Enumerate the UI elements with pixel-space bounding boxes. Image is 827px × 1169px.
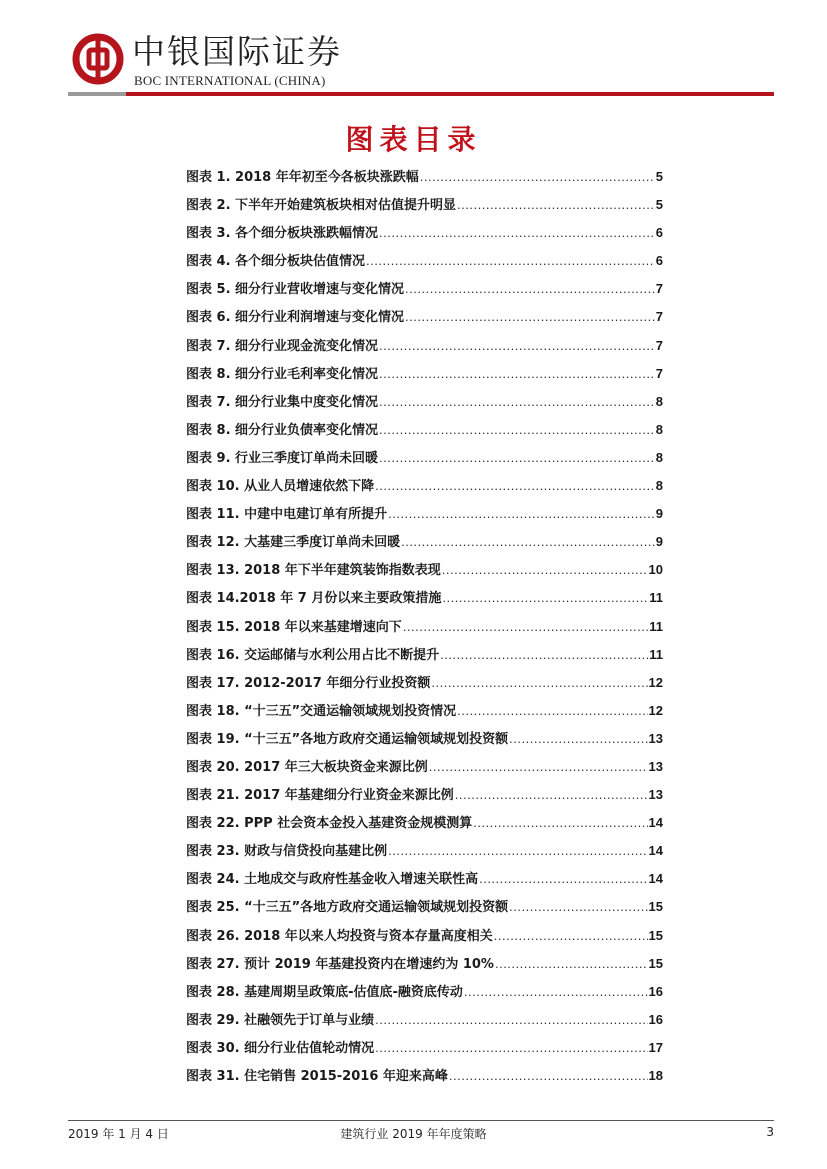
table-of-figures	[186, 166, 663, 1093]
toc-dot-leader	[429, 759, 648, 774]
toc-entry-label[interactable]: 图表 22. PPP 社会资本金投入基建资金规模测算	[186, 816, 473, 832]
toc-entry-page[interactable]: 6	[655, 225, 663, 241]
toc-entry-label[interactable]: 图表 13. 2018 年下半年建筑装饰指数表现	[186, 563, 441, 579]
toc-entry-page[interactable]: 8	[655, 393, 663, 409]
toc-entry-page[interactable]: 13	[648, 758, 663, 774]
toc-entry-page[interactable]: 5	[655, 197, 663, 213]
toc-entry[interactable]	[186, 784, 663, 812]
header-rule-red	[126, 92, 774, 96]
toc-entry-page[interactable]: 14	[648, 871, 663, 887]
toc-entry-page[interactable]: 8	[655, 421, 663, 437]
toc-entry-label[interactable]: 图表 30. 细分行业估值轮动情况	[186, 1040, 375, 1056]
toc-dot-leader	[479, 871, 647, 886]
toc-dot-leader	[379, 338, 655, 353]
toc-entry-page[interactable]: 13	[648, 730, 663, 746]
toc-entry[interactable]	[186, 391, 663, 419]
toc-entry[interactable]	[186, 503, 663, 531]
toc-entry[interactable]	[186, 587, 663, 615]
toc-entry-page[interactable]: 8	[655, 449, 663, 465]
toc-entry-label[interactable]: 图表 11. 中建中电建订单有所提升	[186, 507, 388, 523]
toc-entry-page[interactable]: 7	[655, 365, 663, 381]
toc-entry-label[interactable]: 图表 1. 2018 年年初至今各板块涨跌幅	[186, 170, 419, 185]
toc-entry[interactable]	[186, 1065, 663, 1093]
toc-entry[interactable]	[186, 672, 663, 700]
toc-dot-leader	[455, 787, 648, 802]
toc-entry-page[interactable]: 16	[648, 983, 663, 999]
toc-dot-leader	[379, 225, 655, 240]
toc-entry-page[interactable]: 9	[655, 534, 663, 550]
toc-dot-leader	[379, 422, 655, 437]
toc-dot-leader	[375, 1040, 647, 1055]
toc-dot-leader	[494, 928, 648, 943]
brand-name-cn: 中银国际证券	[132, 32, 342, 71]
toc-entry[interactable]	[186, 531, 663, 559]
toc-entry-page[interactable]: 8	[655, 478, 663, 494]
toc-entry-page[interactable]: 18	[648, 1068, 663, 1083]
toc-entry-page[interactable]: 11	[649, 590, 663, 606]
toc-dot-leader	[440, 647, 648, 662]
toc-dot-leader	[420, 169, 655, 184]
toc-dot-leader	[405, 309, 655, 324]
toc-dot-leader	[405, 281, 655, 296]
toc-entry[interactable]	[186, 840, 663, 868]
toc-entry-label[interactable]: 图表 18. “十三五”交通运输领域规划投资情况	[186, 703, 457, 719]
toc-dot-leader	[457, 197, 655, 212]
toc-entry-label[interactable]: 图表 12. 大基建三季度订单尚未回暖	[186, 535, 401, 551]
toc-entry-label[interactable]: 图表 31. 住宅销售 2015-2016 年迎来高峰	[186, 1069, 448, 1084]
toc-entry-label[interactable]: 图表 2. 下半年开始建筑板块相对估值提升明显	[186, 198, 457, 214]
toc-entry-label[interactable]: 图表 15. 2018 年以来基建增速向下	[186, 619, 402, 635]
toc-entry-page[interactable]: 11	[649, 646, 663, 662]
toc-entry-label[interactable]: 图表 29. 社融领先于订单与业绩	[186, 1012, 375, 1028]
toc-dot-leader	[449, 1068, 648, 1083]
toc-entry-page[interactable]: 9	[655, 506, 663, 522]
toc-entry-page[interactable]: 5	[655, 169, 663, 184]
toc-entry-page[interactable]: 15	[648, 955, 663, 971]
toc-entry-label[interactable]: 图表 25. “十三五”各地方政府交通运输领域规划投资额	[186, 900, 509, 916]
toc-entry-label[interactable]: 图表 17. 2012-2017 年细分行业投资额	[186, 675, 431, 691]
boc-logo-icon	[72, 33, 124, 85]
footer-rule	[68, 1120, 774, 1121]
page-header	[0, 0, 827, 100]
toc-entry-page[interactable]: 10	[648, 562, 663, 578]
toc-entry-page[interactable]: 6	[655, 253, 663, 269]
toc-entry-label[interactable]: 图表 23. 财政与信贷投向基建比例	[186, 844, 388, 860]
footer-report-title: 建筑行业 2019 年年度策略	[340, 1127, 487, 1141]
toc-entry[interactable]	[186, 756, 663, 784]
toc-entry[interactable]	[186, 194, 663, 222]
toc-entry[interactable]	[186, 306, 663, 334]
toc-dot-leader	[375, 478, 655, 493]
toc-dot-leader	[379, 394, 655, 409]
toc-dot-leader	[388, 506, 655, 521]
toc-dot-leader	[366, 253, 655, 268]
toc-entry-label[interactable]: 图表 10. 从业人员增速依然下降	[186, 479, 375, 495]
toc-entry-label[interactable]: 图表 14.2018 年 7 月份以来主要政策措施	[186, 591, 442, 607]
brand-name-en: BOC INTERNATIONAL (CHINA)	[134, 73, 326, 88]
toc-entry-label[interactable]: 图表 24. 土地成交与政府性基金收入增速关联性高	[186, 872, 479, 888]
toc-entry-label[interactable]: 图表 28. 基建周期呈政策底-估值底-融资底传动	[186, 984, 463, 1000]
page-title: 图表目录	[345, 123, 482, 156]
toc-entry-label[interactable]: 图表 27. 预计 2019 年基建投资内在增速约为 10%	[186, 956, 494, 972]
toc-dot-leader	[403, 619, 648, 634]
toc-dot-leader	[457, 703, 647, 718]
toc-dot-leader	[509, 731, 647, 746]
toc-entry[interactable]	[186, 925, 663, 953]
toc-entry-label[interactable]: 图表 7. 细分行业集中度变化情况	[186, 394, 379, 410]
toc-entry-label[interactable]: 图表 20. 2017 年三大板块资金来源比例	[186, 759, 428, 775]
toc-entry-label[interactable]: 图表 26. 2018 年以来人均投资与资本存量高度相关	[186, 928, 493, 944]
toc-entry[interactable]	[186, 700, 663, 728]
toc-entry-label[interactable]: 图表 8. 细分行业毛利率变化情况	[186, 366, 379, 382]
toc-entry[interactable]	[186, 616, 663, 644]
toc-entry[interactable]	[186, 728, 663, 756]
toc-entry-label[interactable]: 图表 6. 细分行业利润增速与变化情况	[186, 310, 405, 326]
toc-dot-leader	[495, 956, 648, 971]
toc-entry[interactable]	[186, 475, 663, 503]
toc-entry[interactable]	[186, 1037, 663, 1065]
toc-dot-leader	[379, 450, 655, 465]
toc-entry-page[interactable]: 15	[648, 927, 663, 943]
toc-dot-leader	[379, 366, 655, 381]
toc-entry[interactable]	[186, 250, 663, 278]
toc-entry[interactable]	[186, 868, 663, 896]
toc-entry-label[interactable]: 图表 7. 细分行业现金流变化情况	[186, 338, 379, 354]
toc-dot-leader	[388, 843, 647, 858]
toc-entry-page[interactable]: 11	[649, 618, 663, 634]
toc-entry[interactable]	[186, 419, 663, 447]
toc-entry[interactable]	[186, 447, 663, 475]
toc-entry-page[interactable]: 12	[648, 674, 663, 690]
toc-entry-page[interactable]: 7	[655, 281, 663, 297]
toc-entry[interactable]	[186, 953, 663, 981]
toc-dot-leader	[473, 815, 647, 830]
toc-entry-page[interactable]: 15	[648, 899, 663, 915]
footer-date: 2019 年 1 月 4 日	[68, 1127, 169, 1141]
toc-entry-page[interactable]: 12	[648, 702, 663, 718]
toc-entry[interactable]	[186, 644, 663, 672]
toc-dot-leader	[442, 562, 648, 577]
toc-dot-leader	[464, 984, 648, 999]
header-rule-gray	[68, 92, 126, 96]
toc-entry[interactable]	[186, 812, 663, 840]
toc-entry[interactable]	[186, 896, 663, 924]
toc-dot-leader	[509, 899, 647, 914]
toc-entry-label[interactable]: 图表 19. “十三五”各地方政府交通运输领域规划投资额	[186, 731, 509, 747]
toc-entry-label[interactable]: 图表 21. 2017 年基建细分行业资金来源比例	[186, 788, 454, 804]
toc-entry[interactable]	[186, 278, 663, 306]
toc-entry-page[interactable]: 14	[648, 815, 663, 831]
toc-entry-label[interactable]: 图表 16. 交运邮储与水利公用占比不断提升	[186, 647, 440, 663]
toc-dot-leader	[401, 534, 655, 549]
toc-entry-page[interactable]: 13	[648, 787, 663, 803]
toc-entry[interactable]	[186, 1009, 663, 1037]
toc-entry-label[interactable]: 图表 4. 各个细分板块估值情况	[186, 254, 366, 270]
toc-entry-label[interactable]: 图表 3. 各个细分板块涨跌幅情况	[186, 226, 379, 242]
toc-entry[interactable]	[186, 335, 663, 363]
footer-page-number: 3	[766, 1125, 774, 1139]
toc-entry[interactable]	[186, 559, 663, 587]
toc-dot-leader	[431, 675, 647, 690]
toc-entry[interactable]	[186, 166, 663, 194]
toc-entry-page[interactable]: 16	[648, 1011, 663, 1027]
toc-entry-page[interactable]: 14	[648, 843, 663, 859]
toc-entry-page[interactable]: 7	[655, 337, 663, 353]
toc-entry[interactable]	[186, 222, 663, 250]
toc-entry-page[interactable]: 7	[655, 309, 663, 325]
toc-entry[interactable]	[186, 981, 663, 1009]
toc-entry-label[interactable]: 图表 8. 细分行业负债率变化情况	[186, 422, 379, 438]
toc-entry-label[interactable]: 图表 9. 行业三季度订单尚未回暖	[186, 450, 379, 466]
toc-entry-page[interactable]: 17	[648, 1039, 663, 1055]
toc-dot-leader	[442, 590, 648, 605]
toc-dot-leader	[375, 1012, 647, 1027]
toc-entry[interactable]	[186, 363, 663, 391]
toc-entry-label[interactable]: 图表 5. 细分行业营收增速与变化情况	[186, 282, 405, 298]
